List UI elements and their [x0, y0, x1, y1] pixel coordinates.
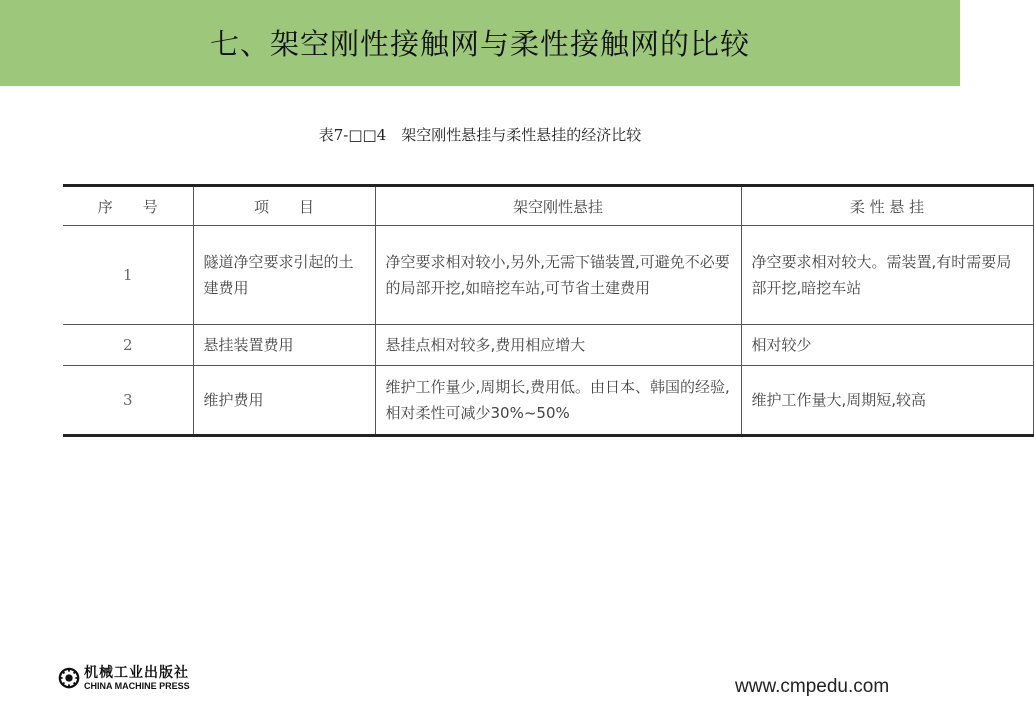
- cell-rigid: 维护工作量少,周期长,费用低。由日本、韩国的经验,相对柔性可减少30%~50%: [375, 366, 741, 436]
- table-caption: 表7-□□4 架空刚性悬挂与柔性悬挂的经济比较: [318, 126, 642, 144]
- table-header-row: [63, 186, 1033, 226]
- comparison-table-wrapper: [63, 184, 1012, 440]
- table-row: [63, 226, 1033, 325]
- cell-item: 悬挂装置费用: [193, 325, 375, 366]
- header-flexible: 柔 性 悬 挂: [741, 186, 1033, 226]
- slide-title: 七、架空刚性接触网与柔性接触网的比较: [209, 27, 750, 61]
- publisher-logo: [58, 664, 190, 692]
- cell-seq: 2: [63, 325, 193, 366]
- cell-item: 维护费用: [193, 366, 375, 436]
- cell-seq: 1: [63, 226, 193, 325]
- table-row: [63, 325, 1033, 366]
- cell-rigid: 悬挂点相对较多,费用相应增大: [375, 325, 741, 366]
- header-rigid: 架空刚性悬挂: [375, 186, 741, 226]
- website-url[interactable]: www.cmpedu.com: [735, 676, 890, 697]
- cell-rigid: 净空要求相对较小,另外,无需下锚装置,可避免不必要的局部开挖,如暗挖车站,可节省土建费用: [375, 226, 741, 325]
- cell-flexible: 相对较少: [741, 325, 1033, 366]
- cell-item: 隧道净空要求引起的土建费用: [193, 226, 375, 325]
- table-row: [63, 366, 1033, 436]
- cell-flexible: 维护工作量大,周期短,较高: [741, 366, 1033, 436]
- publisher-name-en: CHINA MACHINE PRESS: [84, 680, 190, 691]
- header-seq: 序 号: [63, 186, 193, 226]
- publisher-name-cn: 机械工业出版社: [84, 664, 189, 681]
- cell-seq: 3: [63, 366, 193, 436]
- gear-logo-icon: [58, 667, 80, 689]
- comparison-table: [63, 184, 1034, 437]
- cell-flexible: 净空要求相对较大。需装置,有时需要局部开挖,暗挖车站: [741, 226, 1033, 325]
- header-item: 项 目: [193, 186, 375, 226]
